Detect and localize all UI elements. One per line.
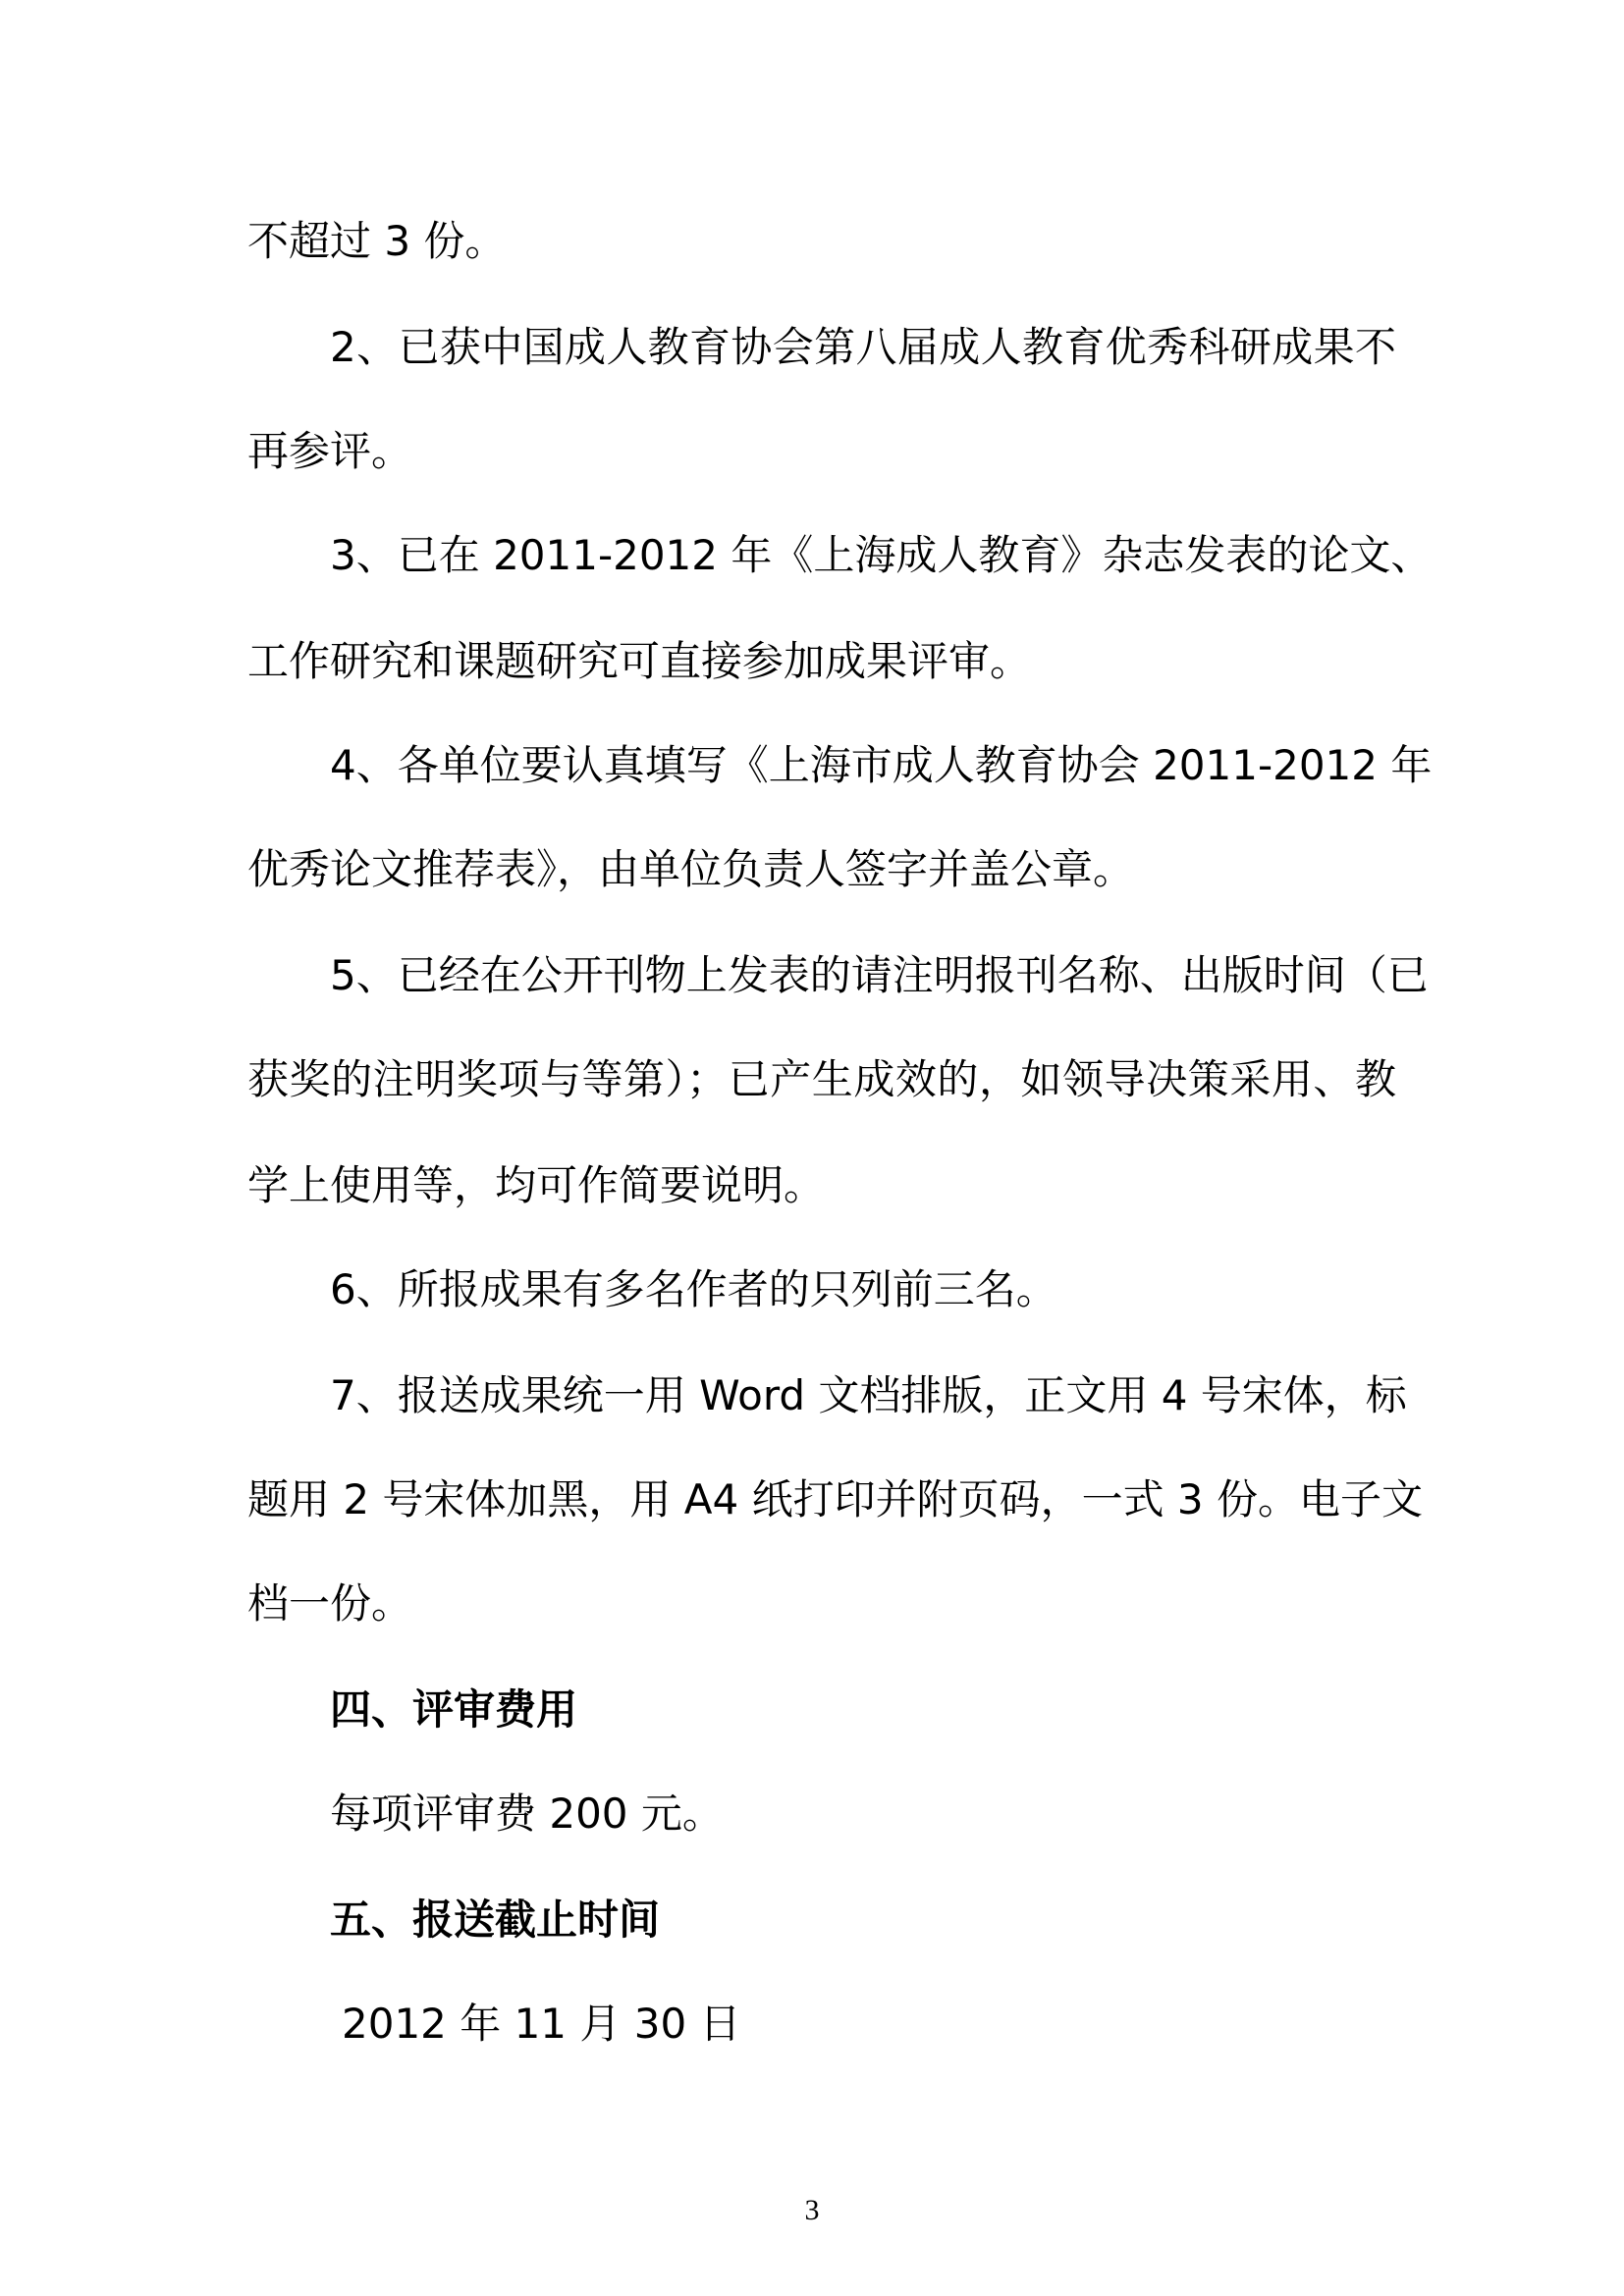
section-heading-review-fee: 四、评审费用 <box>330 1685 578 1734</box>
text-line: 5、已经在公开刊物上发表的请注明报刊名称、出版时间（已 <box>330 951 1429 999</box>
text-line: 工作研究和课题研究可直接参加成果评审。 <box>247 637 1032 685</box>
deadline-text: 2012 年 11 月 30 日 <box>342 2000 741 2048</box>
text-line: 4、各单位要认真填写《上海市成人教育协会 2011-2012 年 <box>330 741 1433 789</box>
text-line: 6、所报成果有多名作者的只列前三名。 <box>330 1265 1057 1313</box>
review-fee-text: 每项评审费 200 元。 <box>330 1789 724 1838</box>
text-line: 学上使用等，均可作简要说明。 <box>247 1161 826 1209</box>
page-number: 3 <box>804 2194 820 2226</box>
text-line: 不超过 3 份。 <box>247 217 507 265</box>
text-line: 7、报送成果统一用 Word 文档排版，正文用 4 号宋体，标 <box>330 1371 1407 1419</box>
text-line: 3、已在 2011-2012 年《上海成人教育》杂志发表的论文、 <box>330 531 1433 579</box>
text-line: 获奖的注明奖项与等第）；已产生成效的，如领导决策采用、教 <box>247 1055 1396 1103</box>
section-heading-deadline: 五、报送截止时间 <box>330 1896 661 1944</box>
text-line: 题用 2 号宋体加黑，用 A4 纸打印并附页码，一式 3 份。电子文 <box>247 1475 1424 1523</box>
text-line: 2、已获中国成人教育协会第八届成人教育优秀科研成果不 <box>330 323 1396 371</box>
text-line: 再参评。 <box>247 427 413 475</box>
text-line: 优秀论文推荐表》，由单位负责人签字并盖公章。 <box>247 845 1135 893</box>
text-line: 档一份。 <box>247 1579 413 1628</box>
